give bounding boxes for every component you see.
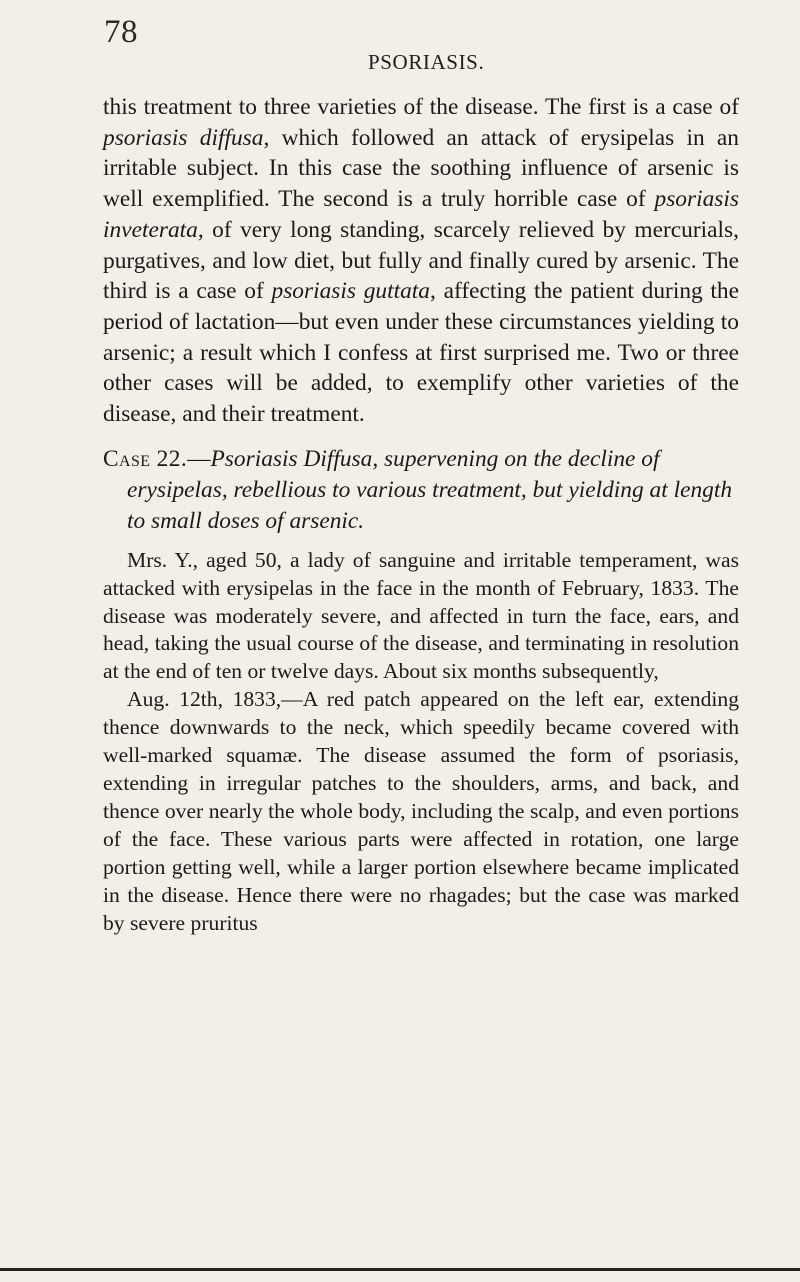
intro-text-2: , which followed an attack of erysipelas in an irritable subject. In this case the soothing influence of arsenic is well exemplified. The second is a truly horrible case of (103, 124, 739, 213)
case-heading (103, 444, 739, 537)
intro-text-4: , affecting the patient during the period of lactation—but even under these circumstances yielding to arsenic; a result which I confess at first surprised me. Two or three other cases will be added, to exemplify other varieties of the disease, and their treatment. (103, 278, 740, 428)
page-number: 78 (104, 14, 138, 50)
term-psoriasis-inveterata: psoriasis inveterata (103, 186, 739, 243)
case-title-name: Psoriasis Diffusa (210, 445, 373, 472)
case-paragraph-history: Mrs. Y., aged 50, a lady of sanguine and irritable temperament, was attacked with erysipelas in the face in the month of February, 1833. The disease was moderately severe, and affected in turn the face, ears, and head, taking the usual course of the disease, and terminating in resolution at the end of ten or twelve days. About six months subsequently, (103, 547, 739, 684)
case-label: Case 22. (103, 445, 188, 472)
intro-paragraph (103, 92, 739, 430)
page-text (103, 92, 739, 937)
intro-text-1: this treatment to three varieties of the disease. The first is a case of (103, 94, 739, 120)
page-bottom-rule (0, 1268, 800, 1271)
term-psoriasis-diffusa: psoriasis diffusa (103, 124, 264, 151)
case-paragraph-progress: Aug. 12th, 1833,—A red patch appeared on the left ear, extending thence downwards to the neck, which speedily became covered with well-marked squamæ. The disease assumed the form of psoriasis, extending in irregular patches to the shoulders, arms, and back, and thence over nearly the whole body, including the scalp, and even portions of the face. These various parts were affected in rotation, one large portion getting well, while a larger portion elsewhere became implicated in the disease. Hence there were no rhagades; but the case was marked by severe pruritus (103, 687, 739, 935)
running-title: PSORIASIS. (368, 50, 485, 74)
term-psoriasis-guttata: psoriasis guttata (271, 278, 430, 305)
case-dash: — (187, 445, 211, 472)
intro-text-3: , of very long standing, scarcely relieved by mercurials, purgatives, and low diet, but fully and finally cured by arsenic. The third is a case of (103, 216, 739, 305)
case-title-description: , supervening on the decline of erysipelas, rebellious to various treatment, but yielding at length to small doses of arsenic. (127, 445, 733, 534)
case-body (103, 547, 739, 938)
